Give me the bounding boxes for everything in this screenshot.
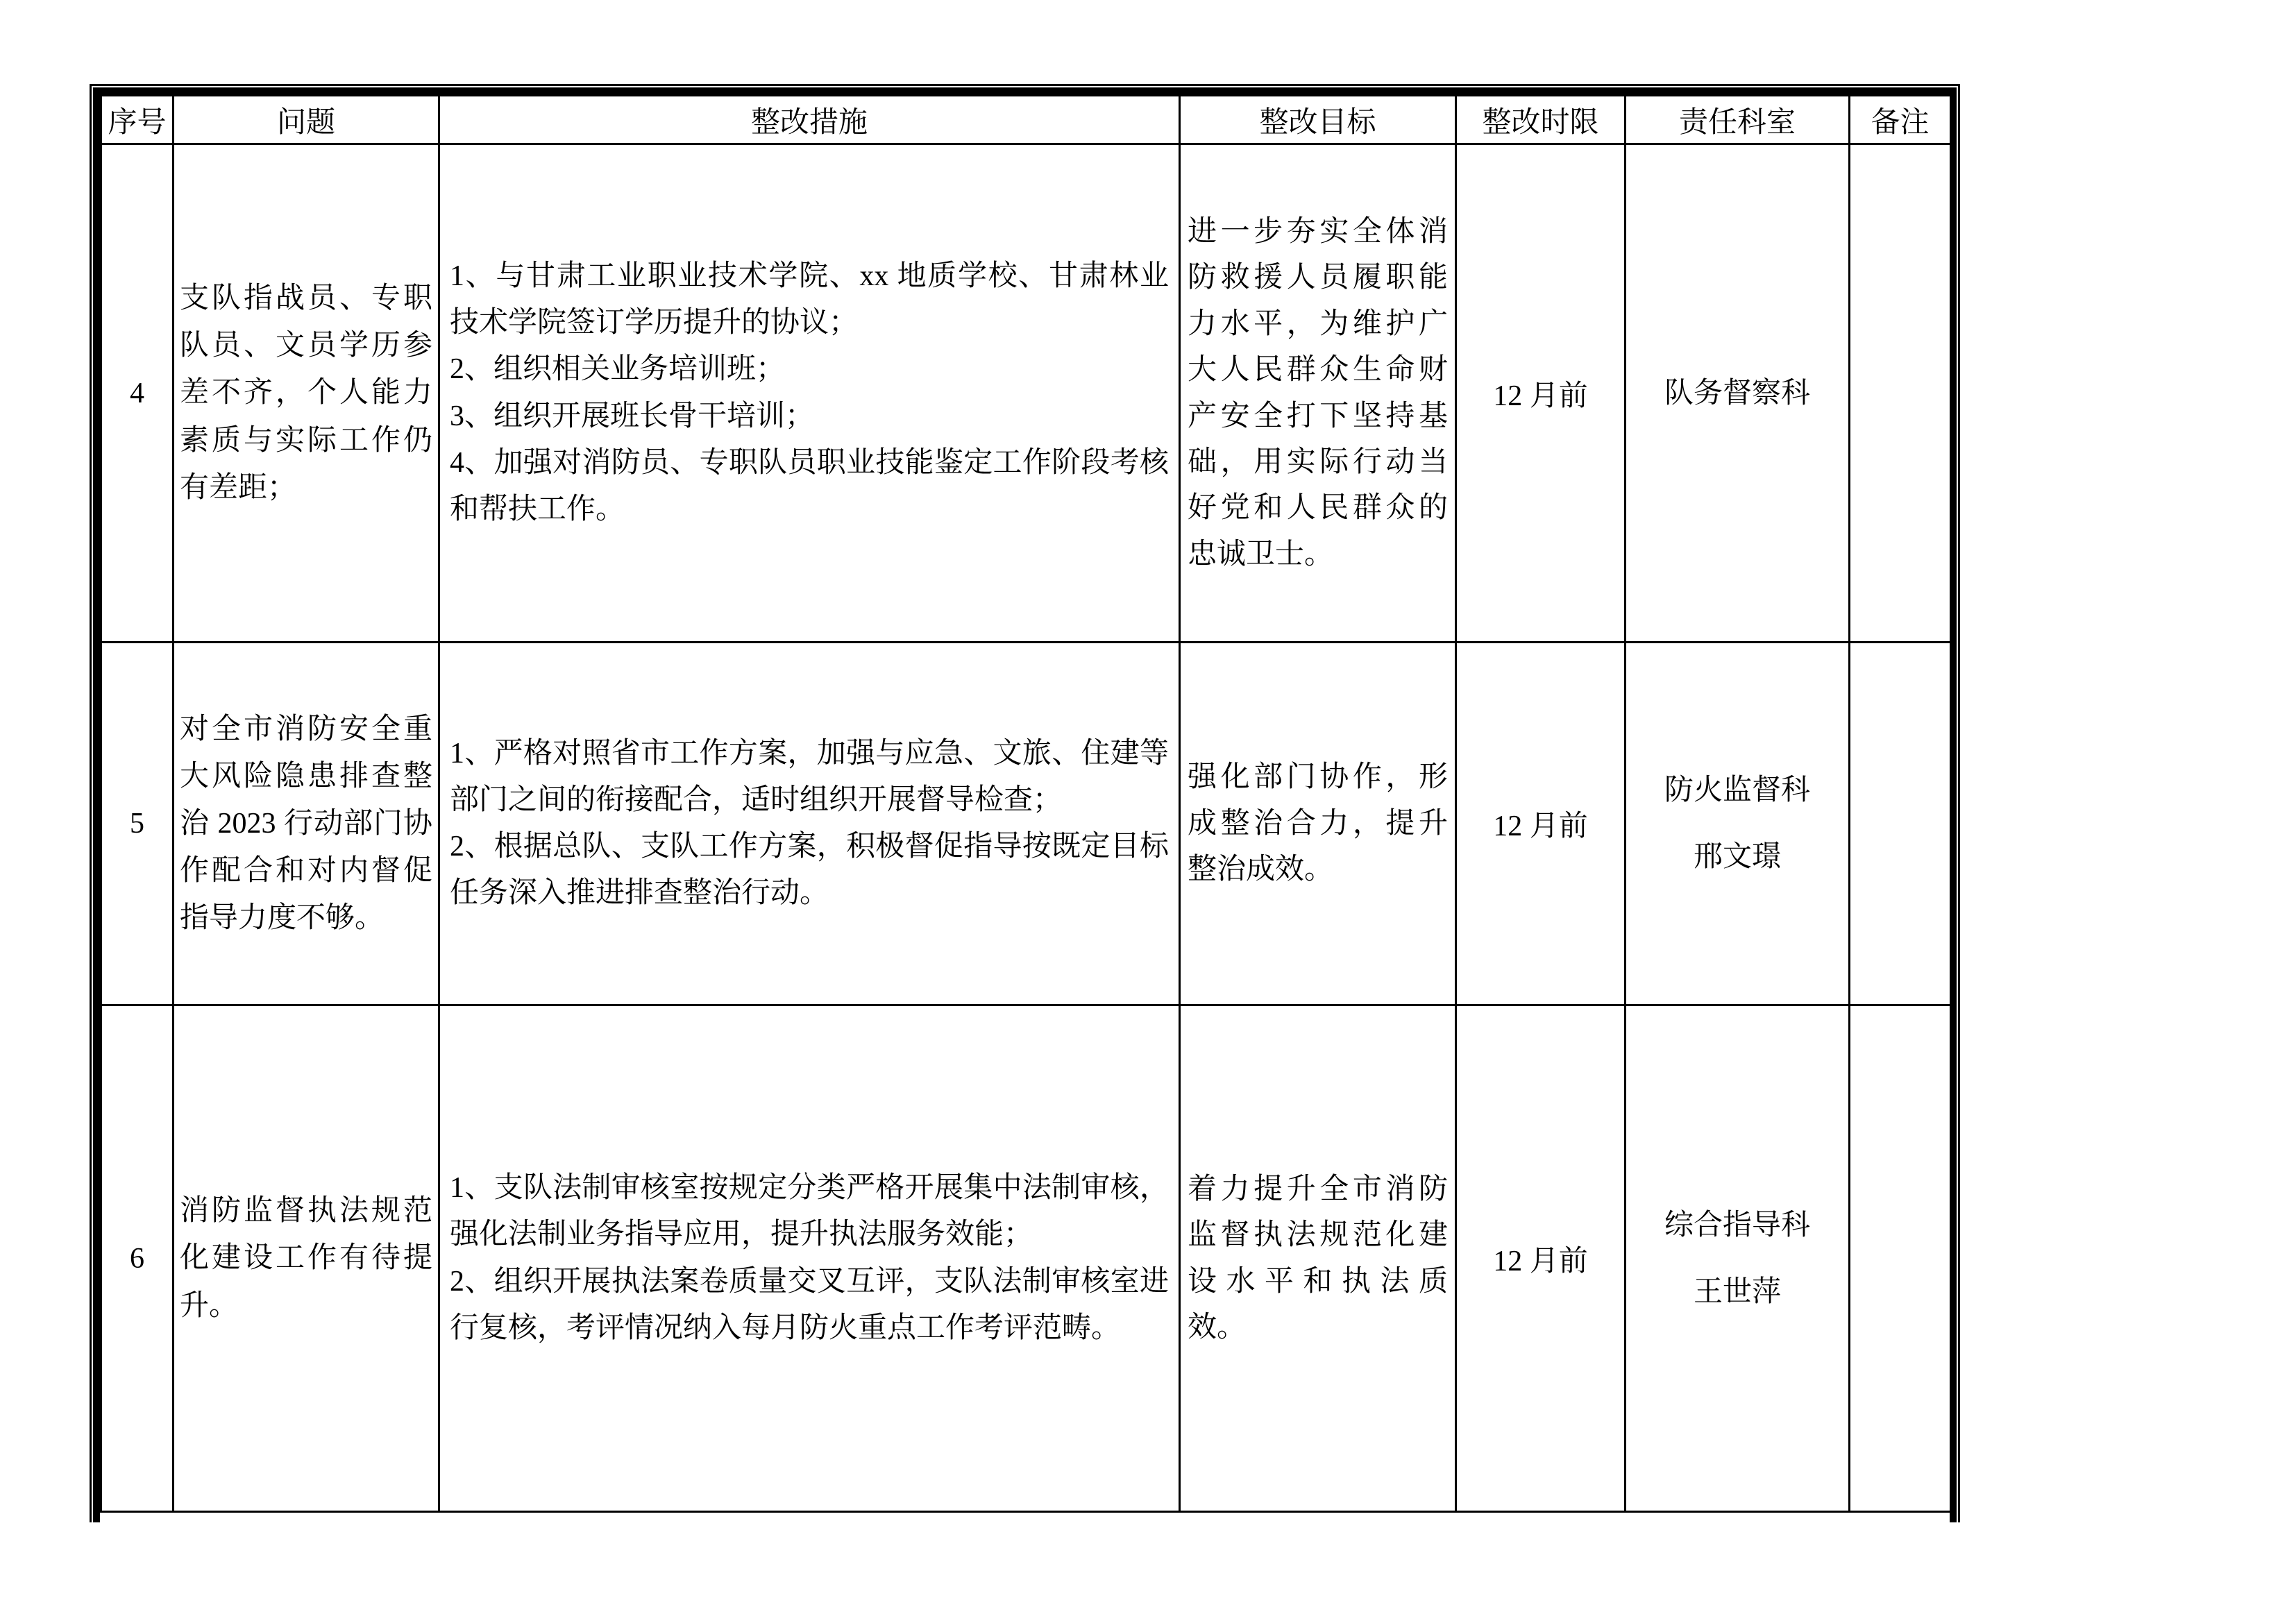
deadline-cell: 12 月前 (1456, 144, 1626, 643)
row-number: 4 (101, 144, 174, 643)
department-person: 邢文璟 (1693, 841, 1781, 873)
table-row (101, 643, 1951, 1005)
department-person: 王世萍 (1693, 1275, 1781, 1308)
measure-item: 1、严格对照省市工作方案，加强与应急、文旅、住建等部门之间的衔接配合，适时组织开展督导检查； (450, 737, 1169, 816)
table-row (101, 1005, 1951, 1512)
header-no: 序号 (101, 96, 174, 144)
header-department: 责任科室 (1626, 96, 1850, 144)
department-name: 队务督察科 (1664, 377, 1810, 409)
department-cell (1626, 1005, 1850, 1512)
measure-item: 4、加强对消防员、专职队员职业技能鉴定工作阶段考核和帮扶工作。 (450, 446, 1169, 525)
department-name: 综合指导科 (1664, 1209, 1810, 1241)
measures-cell (439, 643, 1180, 1005)
rectification-table-frame-inner (93, 87, 1957, 1522)
row-number: 6 (101, 1005, 174, 1512)
measure-item: 3、组织开展班长骨干培训； (450, 400, 815, 432)
remark-cell (1850, 643, 1951, 1005)
remark-cell (1850, 144, 1951, 643)
table-header-row (101, 96, 1951, 144)
row-number: 5 (101, 643, 174, 1005)
measure-item: 2、根据总队、支队工作方案，积极督促指导按既定目标任务深入推进排查整治行动。 (450, 831, 1169, 910)
target-cell: 进一步夯实全体消防救援人员履职能力水平，为维护广大人民群众生命财产安全打下坚持基础，用实际行动当好党和人民群众的忠诚卫士。 (1180, 144, 1456, 643)
department-name: 防火监督科 (1664, 774, 1810, 806)
problem-cell: 对全市消防安全重大风险隐患排查整治 2023 行动部门协作配合和对内督促指导力度不够。 (174, 643, 439, 1005)
measures-cell (439, 144, 1180, 643)
header-measures: 整改措施 (439, 96, 1180, 144)
measure-item: 1、与甘肃工业职业技术学院、xx 地质学校、甘肃林业技术学院签订学历提升的协议； (450, 260, 1169, 339)
measure-item: 1、支队法制审核室按规定分类严格开展集中法制审核，强化法制业务指导应用，提升执法服务效能； (450, 1172, 1169, 1251)
department-cell (1626, 144, 1850, 643)
target-cell: 着力提升全市消防监督执法规范化建设水平和执法质效。 (1180, 1005, 1456, 1512)
table-row (101, 144, 1951, 643)
header-problem: 问题 (174, 96, 439, 144)
measure-item: 2、组织开展执法案卷质量交叉互评，支队法制审核室进行复核，考评情况纳入每月防火重点工作考评范畴。 (450, 1265, 1169, 1344)
department-cell (1626, 643, 1850, 1005)
measures-cell (439, 1005, 1180, 1512)
measure-item: 2、组织相关业务培训班； (450, 353, 786, 386)
header-target: 整改目标 (1180, 96, 1456, 144)
header-deadline: 整改时限 (1456, 96, 1626, 144)
target-cell: 强化部门协作，形成整治合力，提升整治成效。 (1180, 643, 1456, 1005)
problem-cell: 支队指战员、专职队员、文员学历参差不齐，个人能力素质与实际工作仍有差距； (174, 144, 439, 643)
deadline-cell: 12 月前 (1456, 643, 1626, 1005)
problem-cell: 消防监督执法规范化建设工作有待提升。 (174, 1005, 439, 1512)
remark-cell (1850, 1005, 1951, 1512)
rectification-table (100, 94, 1952, 1513)
rectification-table-frame (90, 84, 1960, 1522)
header-remark: 备注 (1850, 96, 1951, 144)
deadline-cell: 12 月前 (1456, 1005, 1626, 1512)
